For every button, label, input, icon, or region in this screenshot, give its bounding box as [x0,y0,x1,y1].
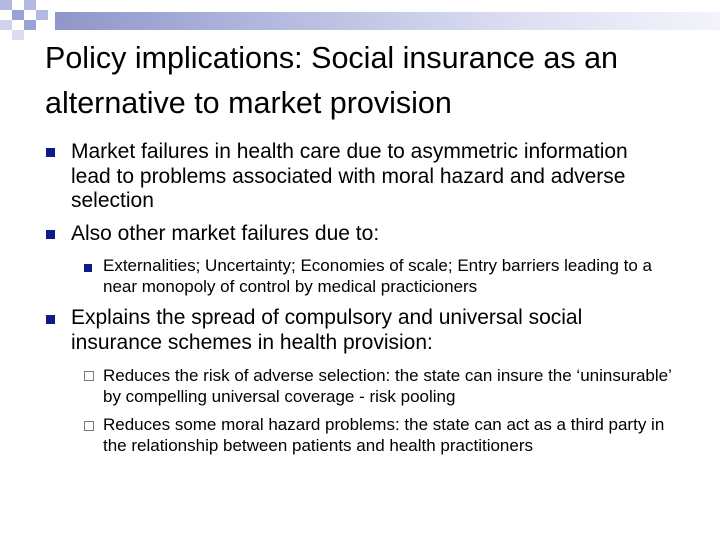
square-bullet-icon [46,148,55,157]
bullet-social-insurance: Explains the spread of compulsory and universal social insurance schemes in health provision: [71,306,583,354]
sub-bullet-externalities: Externalities; Uncertainty; Economies of scale; Entry barriers leading to a near monopoly of control by medical practicioners [103,256,652,296]
bullet-other-failures: Also other market failures due to: [71,222,380,245]
sub-bullet-moral-hazard: Reduces some moral hazard problems: the state can act as a third party in the relationship between patients and health practitioners [103,415,665,455]
slide-title: Policy implications: Social insurance as an alternative to market provision [45,41,618,120]
header-gradient-band [55,12,720,30]
checkbox-bullet-icon [84,421,94,431]
checkbox-bullet-icon [84,371,94,381]
sub-bullet-adverse-selection: Reduces the risk of adverse selection: the state can insure the ‘uninsurable’ by compelling universal coverage - risk pooling [103,366,672,406]
square-bullet-icon [84,264,92,272]
bullet-market-failures: Market failures in health care due to asymmetric information lead to problems associated with moral hazard and adverse selection [71,140,628,212]
square-bullet-icon [46,230,55,239]
square-bullet-icon [46,315,55,324]
